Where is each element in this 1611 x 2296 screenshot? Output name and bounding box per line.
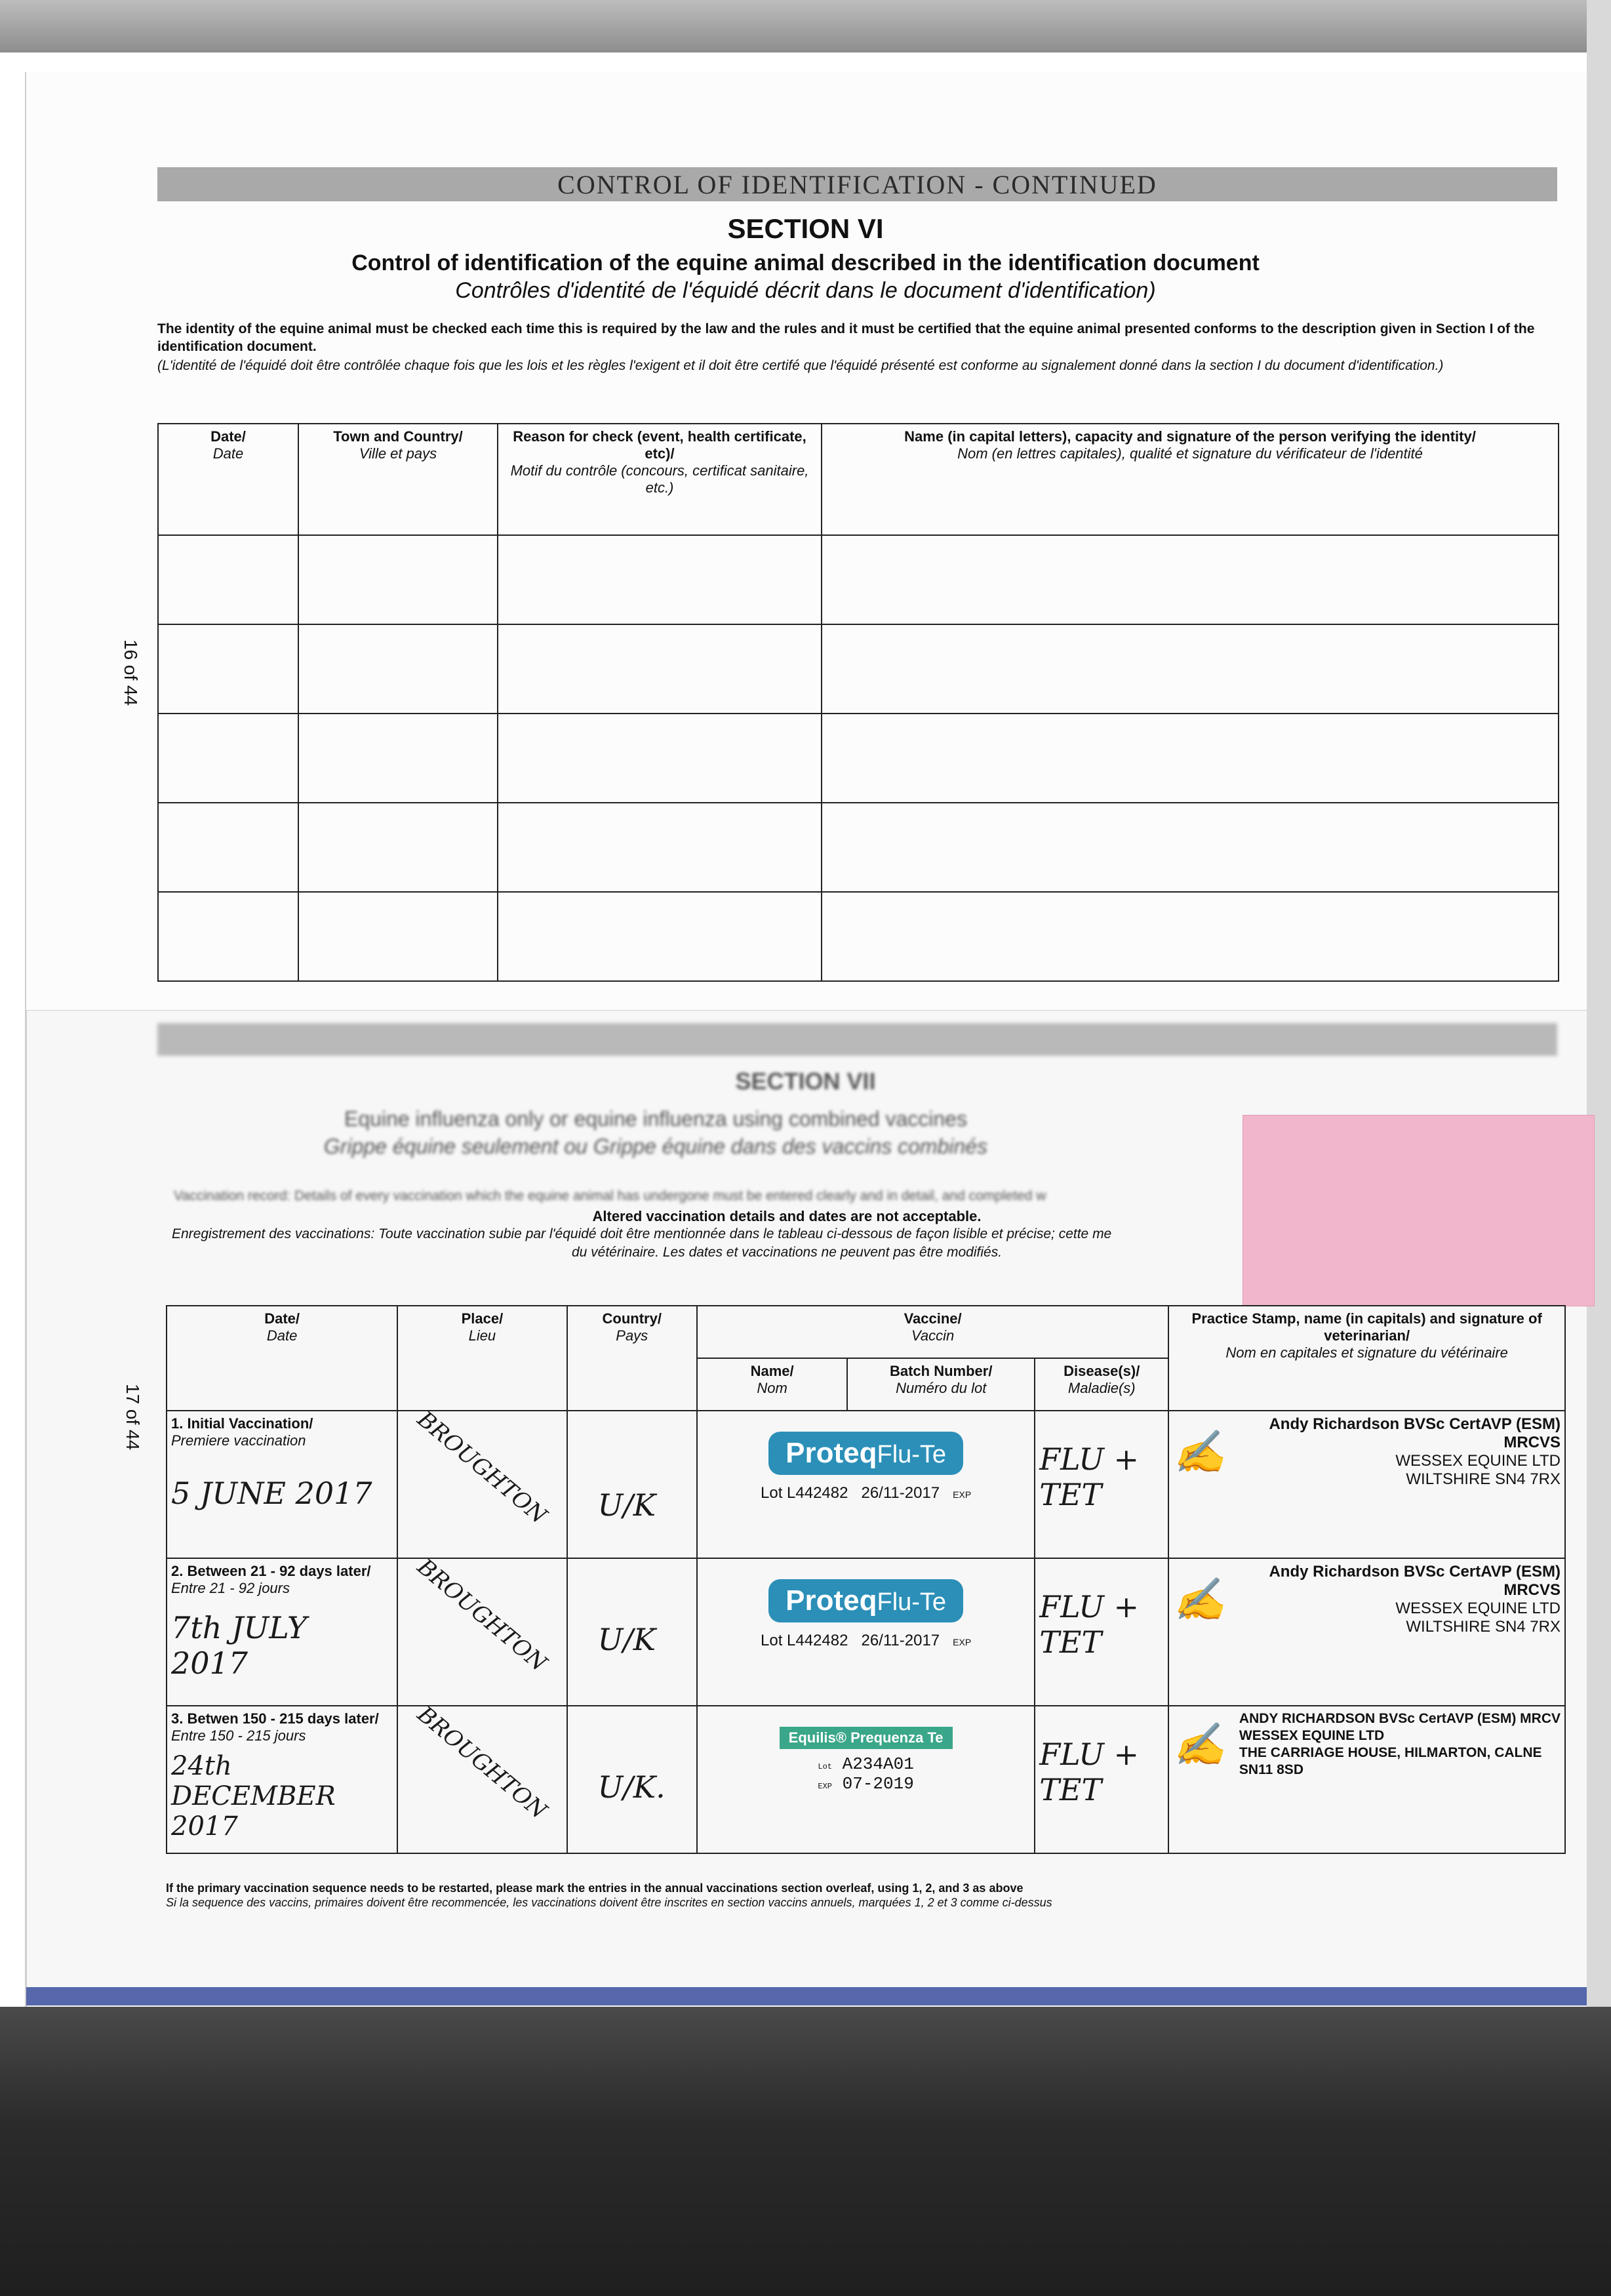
section7-subtitle-fr: Grippe équine seulement ou Grippe équine dans des vaccins combinés [323, 1135, 988, 1158]
cell-date[interactable]: 3. Betwen 150 - 215 days later/ Entre 150 - 215 jours 24th DECEMBER 2017 [167, 1706, 397, 1853]
cell-town[interactable] [298, 624, 498, 714]
header-vaccine: Vaccine/ Vaccin [697, 1306, 1168, 1358]
header-place: Place/ Lieu [397, 1306, 567, 1411]
cell-place[interactable] [397, 1701, 567, 1853]
page-edge-stripe [26, 1987, 1587, 2005]
vaccine-sticker: ProteqFlu-Te [768, 1579, 963, 1622]
page-number: 16 of 44 [121, 639, 141, 706]
header-date: Date/ Date [167, 1306, 397, 1411]
altered-notice: Altered vaccination details and dates are not acceptable. [592, 1208, 982, 1224]
header-country: Country/ Pays [567, 1306, 697, 1411]
cell-place[interactable] [397, 1554, 567, 1706]
section-subtitle-fr: Contrôles d'identité de l'équidé décrit dans le document d'identification) [455, 278, 1156, 303]
cell-date[interactable]: 1. Initial Vaccination/ Premiere vaccination 5 JUNE 2017 [167, 1411, 397, 1558]
cell-verifier[interactable] [822, 535, 1559, 624]
footnote-fr: Si la sequence des vaccins, primaires doivent être recommencée, les vaccinations doivent être inscrites en section vaccins annuels, marquées 1, 2 et 3 comme ci-dessus [166, 1896, 1052, 1909]
practice-stamp: ANDY RICHARDSON BVSc CertAVP (ESM) MRCV WESSEX EQUINE LTD THE CARRIAGE HOUSE, HILMARTON, CALNE SN11 8SD [1239, 1711, 1561, 1777]
handwritten-disease: FLU + TET [1039, 1737, 1140, 1807]
section-subtitle-en: Control of identification of the equine animal described in the identification document [351, 251, 1260, 275]
header-reason: Reason for check (event, health certificate, etc)/ Motif du contrôle (concours, certificat sanitaire, etc.) [498, 424, 822, 535]
cell-vaccine-sticker [697, 1706, 1035, 1853]
cell-date[interactable] [158, 714, 298, 803]
handwritten-date: 5 JUNE 2017 [171, 1476, 372, 1511]
cell-disease[interactable] [1035, 1411, 1168, 1558]
vaccination-record-fr-2: du vétérinaire. Les dates et vaccinations ne peuvent pas être modifiés. [571, 1245, 1003, 1260]
practice-stamp: Andy Richardson BVSc CertAVP (ESM) MRCVS WESSEX EQUINE LTD WILTSHIRE SN4 7RX [1269, 1563, 1561, 1636]
table-row [158, 535, 1559, 624]
handwritten-date: 24th DECEMBER 2017 [171, 1751, 336, 1842]
cell-disease[interactable] [1035, 1706, 1168, 1853]
table-row [158, 803, 1559, 892]
cell-verifier[interactable] [822, 714, 1559, 803]
handwritten-place: BROUGHTON [412, 1406, 552, 1529]
table-row [167, 1411, 1565, 1558]
cell-country[interactable] [567, 1706, 697, 1853]
cell-stamp [1168, 1706, 1565, 1853]
handwritten-country: U/K [597, 1622, 656, 1657]
cell-reason[interactable] [498, 535, 822, 624]
cell-town[interactable] [298, 892, 498, 981]
cell-vaccine-sticker [697, 1411, 1035, 1558]
cell-country[interactable] [567, 1411, 697, 1558]
blurred-banner [157, 1023, 1557, 1056]
identity-check-table [157, 423, 1559, 982]
header-disease: Disease(s)/ Maladie(s) [1035, 1358, 1168, 1411]
cell-reason[interactable] [498, 892, 822, 981]
section-banner: CONTROL OF IDENTIFICATION - CONTINUED [157, 167, 1557, 201]
table-row [158, 892, 1559, 981]
vaccine-sticker: Equilis® Prequenza Te [780, 1727, 953, 1749]
batch-lot: Lot L442482 26/11-2017 EXP [761, 1484, 972, 1502]
section-title: SECTION VI [727, 213, 884, 244]
batch-lot: Lot L442482 26/11-2017 EXP [761, 1632, 972, 1649]
vaccination-record-en: Vaccination record: Details of every vaccination which the equine animal has undergone must be entered clearly and in detail, and completed w [174, 1188, 1046, 1203]
cell-verifier[interactable] [822, 892, 1559, 981]
signature-icon: ✍ [1173, 1720, 1225, 1769]
vaccine-sticker: ProteqFlu-Te [768, 1432, 963, 1475]
cell-reason[interactable] [498, 624, 822, 714]
vaccination-table [166, 1305, 1566, 1854]
cell-town[interactable] [298, 803, 498, 892]
handwritten-country: U/K. [597, 1769, 666, 1805]
header-date: Date/ Date [158, 424, 298, 535]
header-town-country: Town and Country/ Ville et pays [298, 424, 498, 535]
table-row [158, 624, 1559, 714]
handwritten-disease: FLU + TET [1039, 1589, 1140, 1660]
section7-subtitle-en: Equine influenza only or equine influenza using combined vaccines [344, 1107, 967, 1131]
header-batch: Batch Number/ Numéro du lot [847, 1358, 1035, 1411]
scan-border-bottom [0, 2007, 1611, 2296]
cell-town[interactable] [298, 714, 498, 803]
batch-lot: Lot A234A01 EXP 07-2019 [818, 1754, 914, 1794]
cell-stamp [1168, 1558, 1565, 1706]
cell-verifier[interactable] [822, 624, 1559, 714]
cell-date[interactable]: 2. Between 21 - 92 days later/ Entre 21 - 92 jours 7th JULY 2017 [167, 1558, 397, 1706]
handwritten-country: U/K [597, 1487, 656, 1523]
handwritten-disease: FLU + TET [1039, 1441, 1140, 1512]
cell-date[interactable] [158, 535, 298, 624]
signature-icon: ✍ [1173, 1428, 1225, 1477]
cell-vaccine-sticker [697, 1558, 1035, 1706]
scan-border-top [0, 0, 1611, 52]
cell-town[interactable] [298, 535, 498, 624]
page-number: 17 of 44 [123, 1384, 143, 1451]
cell-date[interactable] [158, 803, 298, 892]
vaccination-record-fr: Enregistrement des vaccinations: Toute vaccination subie par l'équidé doit être mentionnée dans le tableau ci-dessous de façon lisible et précise; cette me [172, 1226, 1112, 1241]
table-row [167, 1558, 1565, 1706]
cell-verifier[interactable] [822, 803, 1559, 892]
header-vaccine-name: Name/ Nom [697, 1358, 847, 1411]
header-verifier: Name (in capital letters), capacity and signature of the person verifying the identity/ Nom (en lettres capitales), qualité et signature du vérificateur de l'identité [822, 424, 1559, 535]
cell-reason[interactable] [498, 714, 822, 803]
cell-date[interactable] [158, 892, 298, 981]
intro-french: (L'identité de l'équidé doit être contrôlée chaque fois que les lois et les règles l'exigent et il doit être certifé que l'équidé présenté est conforme au signalement donné dans la section I du document d'identification.) [157, 358, 1444, 373]
table-row [158, 714, 1559, 803]
cell-disease[interactable] [1035, 1558, 1168, 1706]
table-row [167, 1706, 1565, 1853]
handwritten-place: BROUGHTON [412, 1554, 552, 1677]
section7-title: SECTION VII [735, 1068, 876, 1095]
header-practice-stamp: Practice Stamp, name (in capitals) and signature of veterinarian/ Nom en capitales et signature du vétérinaire [1168, 1306, 1565, 1411]
footnote-en: If the primary vaccination sequence needs to be restarted, please mark the entries in the annual vaccinations section overleaf, using 1, 2, and 3 as above [166, 1882, 1024, 1895]
cell-date[interactable] [158, 624, 298, 714]
practice-stamp: Andy Richardson BVSc CertAVP (ESM) MRCVS WESSEX EQUINE LTD WILTSHIRE SN4 7RX [1269, 1415, 1561, 1488]
intro-english: The identity of the equine animal must be checked each time this is required by the law and the rules and it must be certified that the equine animal presented conforms to the description given in Section I of the identification document. [157, 321, 1535, 354]
pink-sticky-note [1243, 1115, 1595, 1306]
handwritten-place: BROUGHTON [412, 1701, 552, 1824]
cell-place[interactable] [397, 1406, 567, 1558]
cell-reason[interactable] [498, 803, 822, 892]
signature-icon: ✍ [1173, 1575, 1225, 1624]
cell-country[interactable] [567, 1558, 697, 1706]
cell-stamp [1168, 1411, 1565, 1558]
handwritten-date: 7th JULY 2017 [171, 1610, 308, 1681]
